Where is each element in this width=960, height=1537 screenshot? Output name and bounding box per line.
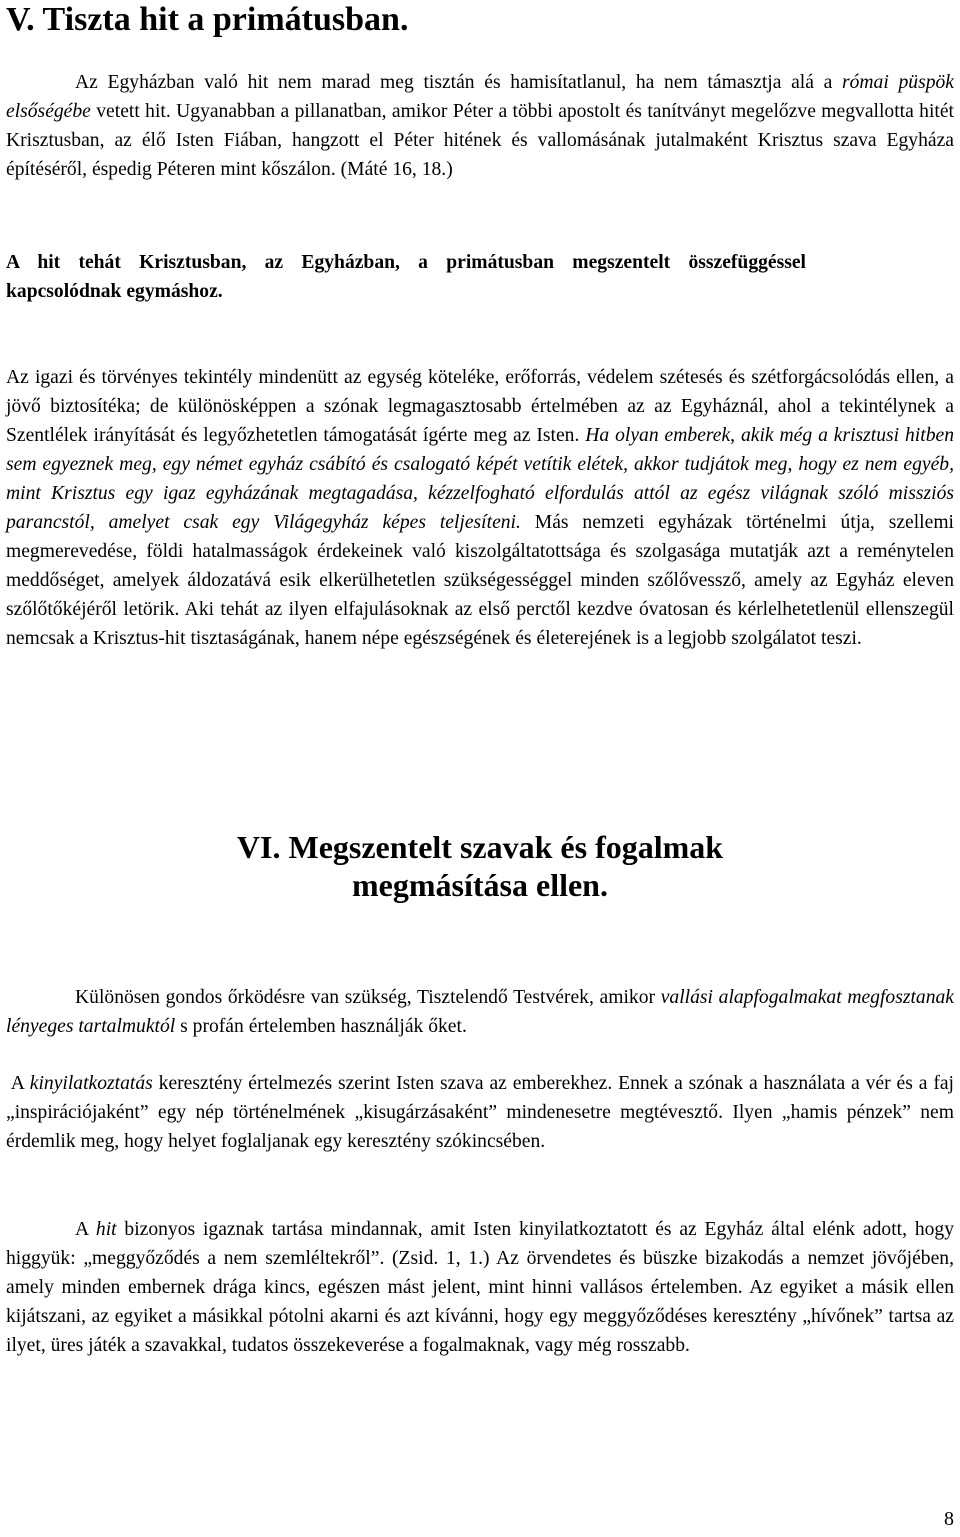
para2-italic: Ha olyan emberek, akik még a krisztusi hitben sem egyeznek meg, egy német egyház csábító és csalogató képét vetítik elétek, akkor tudjátok meg, hogy ez nem egyéb, mint Krisztus egy igaz egyházának megtagadása, kézzelfogható elfordulás attól az egész világnak szóló missziós parancstól, amelyet csak egy Világegyház képes teljesíteni. [6, 425, 954, 533]
section-6-title [6, 828, 954, 904]
section-5-paragraph-2 [6, 363, 954, 653]
p3-text-b: bizonyos igaznak tartása mindannak, amit Isten kinyilatkoztatott és az Egyház által elénk adott, hogy higgyük: „meggyőződés a nem szemléltekről”. (Zsid. 1, 1.) Az örvendetes és büszke bizakodás a nemzet jövőjében, amely minden embernek drága kincs, egészen mást jelent, mint hinni vallásos értelemben. Az egyiket a másik ellen kijátszani, az egyiket a másikkal pótolni akarni és azt kívánni, hogy egy meggyőződéses keresztény „hívőnek” tartsa az ilyet, üres játék a szavakkal, tudatos összekeverése a fogalmaknak, vagy még rosszabb. [6, 1219, 955, 1356]
p2-text-a: A [6, 1073, 30, 1094]
page-number: 8 [944, 1508, 954, 1530]
p3-text-a: A [75, 1219, 96, 1240]
section-6-title-line-1: VI. Megszentelt szavak és fogalmak [236, 829, 724, 865]
section-6-paragraph-2 [6, 1069, 954, 1156]
section-5-title: V. Tiszta hit a primátusban. [6, 1, 409, 38]
intro-text-a: Az Egyházban való hit nem marad meg tisztán és hamisítatlanul, ha nem támasztja alá a [75, 72, 842, 93]
para2-text-b: Más nemzeti egyházak történelmi útja, szellemi megmerevedése, földi hatalmasságok érdekeinek való kiszolgáltatottsága és szolgasága mutatják azt a reménytelen meddőséget, amelyek áldozatává esik elkerülhetetlen szükségességgel minden szőlővessző, amely az Egyház eleven szőlőtőkéjéről letörik. Aki tehát az ilyen elfajulásoknak az első perctől kezdve óvatosan és kérlelhetetlenül ellenszegül nemcsak a Krisztus-hit tisztaságának, hanem népe egészségének és életerejének is a legjobb szolgálatot teszi. [6, 512, 954, 649]
section-5-intro [6, 68, 954, 184]
p1-italic: vallási alapfogalmakat megfosztanak lényeges tartalmuktól [6, 987, 954, 1037]
bold-statement [6, 248, 806, 306]
p3-italic: hit [95, 1219, 117, 1240]
section-6-paragraph-1 [6, 983, 954, 1041]
bold-statement-text: A hit tehát Krisztusban, az Egyházban, a primátusban megszentelt összefüggéssel kapcsolódnak egymáshoz. [6, 252, 806, 302]
p2-italic: kinyilatkoztatás [29, 1073, 153, 1094]
para2-text-a: Az igazi és törvényes tekintély mindenütt az egység köteléke, erőforrás, védelem szétesés és szétforgácsolódás ellen, a jövő biztosítéka; de különösképpen a szónak legmagasztosabb értelmében az az Egyháznál, ahol a tekintélynek a Szentlélek irányítását és legyőzhetetlen támogatását ígérte meg az Isten. [6, 367, 954, 446]
section-6-title-line-2: megmásítása ellen. [352, 867, 608, 903]
intro-italic: római püspök elsőségébe [6, 72, 954, 122]
p2-text-b: keresztény értelmezés szerint Isten szava az emberekhez. Ennek a szónak a használata a vér és a faj „inspirációjaként” egy nép történelmének „kisugárzásaként” mindenesetre megtévesztő. Ilyen „hamis pénzek” nem érdemlik meg, hogy helyet foglaljanak egy keresztény szókincsében. [6, 1073, 954, 1152]
section-6-paragraph-3 [6, 1215, 954, 1360]
p1-text-b: s profán értelemben használják őket. [175, 1016, 467, 1037]
p1-text-a: Különösen gondos őrködésre van szükség, Tisztelendő Testvérek, amikor [75, 987, 661, 1008]
intro-text-b: vetett hit. Ugyanabban a pillanatban, amikor Péter a többi apostolt és tanítványt megelőzve megvallotta hitét Krisztusban, az élő Isten Fiában, hangzott el Péter hitének és vallomásának jutalmaként Krisztus szava Egyháza építéséről, éspedig Péteren mint kőszálon. (Máté 16, 18.) [6, 101, 954, 180]
